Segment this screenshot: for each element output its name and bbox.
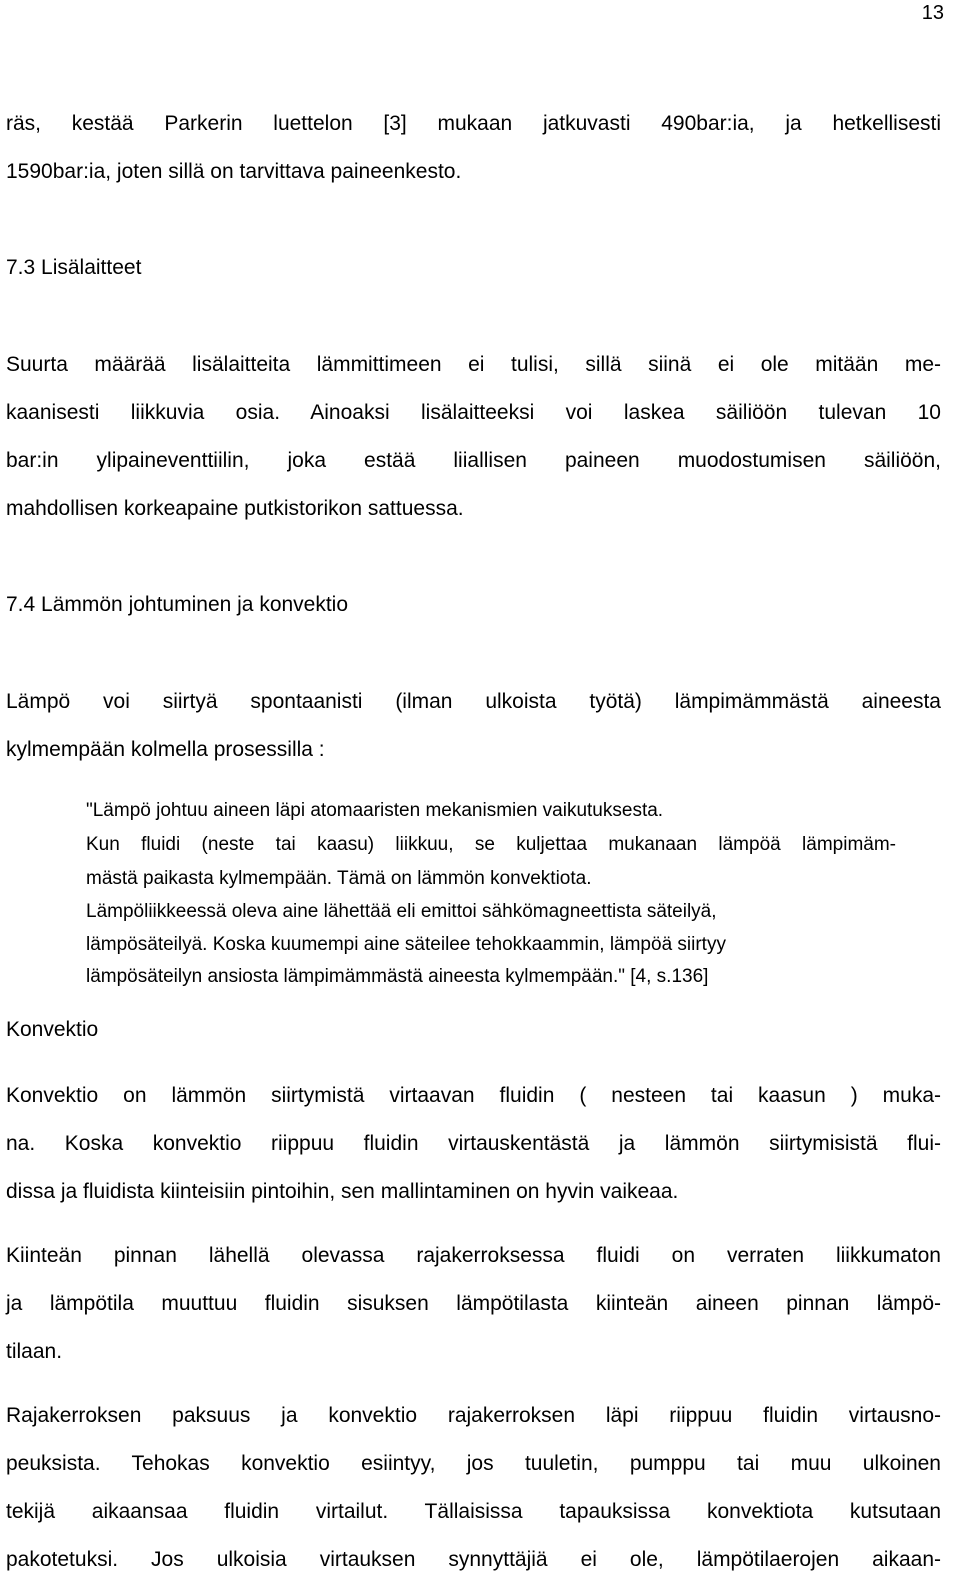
text-line: mahdollisen korkeapaine putkistorikon sattuessa. [6,497,464,520]
quote-line: "Lämpö johtuu aineen läpi atomaaristen mekanismien vaikutuksesta. [86,800,664,821]
text-line: ja lämpötila muuttuu fluidin sisuksen lämpötilasta kiinteän aineen pinnan lämpö- [6,1292,941,1315]
quote-line: mästä paikasta kylmempään. Tämä on lämmön konvektiota. [86,868,592,889]
section-heading-7-4: 7.4 Lämmön johtuminen ja konvektio [6,593,349,616]
quote-line: Lämpöliikkeessä oleva aine lähettää eli emittoi sähkömagneettista säteilyä, [86,901,717,922]
text-line: räs, kestää Parkerin luettelon [3] mukaan jatkuvasti 490bar:ia, ja hetkellisesti [6,112,941,135]
text-line: Lämpö voi siirtyä spontaanisti (ilman ulkoista työtä) lämpimämmästä aineesta [6,690,941,713]
text-line: na. Koska konvektio riippuu fluidin virtauskentästä ja lämmön siirtymisistä flui- [6,1132,941,1155]
text-line: Kiinteän pinnan lähellä olevassa rajakerroksessa fluidi on verraten liikkumaton [6,1244,941,1267]
text-line: pakotetuksi. Jos ulkoisia virtauksen synnyttäjiä ei ole, lämpötilaerojen aikaan- [6,1548,941,1571]
page-number: 13 [921,2,944,24]
text-line: bar:in ylipaineventtiilin, joka estää liiallisen paineen muodostumisen säiliöön, [6,449,941,472]
text-line: kylmempään kolmella prosessilla : [6,738,325,761]
quote-line: lämpösäteilyn ansiosta lämpimämmästä aineesta kylmempään." [4, s.136] [86,966,709,987]
text-line: 1590bar:ia, joten sillä on tarvittava paineenkesto. [6,160,462,183]
text-line: tekijä aikaansaa fluidin virtailut. Tällaisissa tapauksissa konvektiota kutsutaan [6,1500,941,1523]
text-line: Suurta määrää lisälaitteita lämmittimeen ei tulisi, sillä siinä ei ole mitään me- [6,353,941,376]
text-line: peuksista. Tehokas konvektio esiintyy, jos tuuletin, pumppu tai muu ulkoinen [6,1452,941,1475]
quote-line: lämpösäteilyä. Koska kuumempi aine säteilee tehokkaammin, lämpöä siirtyy [86,934,726,955]
text-line: dissa ja fluidista kiinteisiin pintoihin, sen mallintaminen on hyvin vaikeaa. [6,1180,679,1203]
text-line: tilaan. [6,1340,63,1363]
text-line: Rajakerroksen paksuus ja konvektio rajakerroksen läpi riippuu fluidin virtausno- [6,1404,941,1427]
text-line: kaanisesti liikkuvia osia. Ainoaksi lisälaitteeksi voi laskea säiliöön tulevan 10 [6,401,941,424]
text-line: Konvektio on lämmön siirtymistä virtaavan fluidin ( nesteen tai kaasun ) muka- [6,1084,941,1107]
subheading-konvektio: Konvektio [6,1018,99,1041]
quote-line: Kun fluidi (neste tai kaasu) liikkuu, se kuljettaa mukanaan lämpöä lämpimäm- [86,834,896,855]
section-heading-7-3: 7.3 Lisälaitteet [6,256,142,279]
